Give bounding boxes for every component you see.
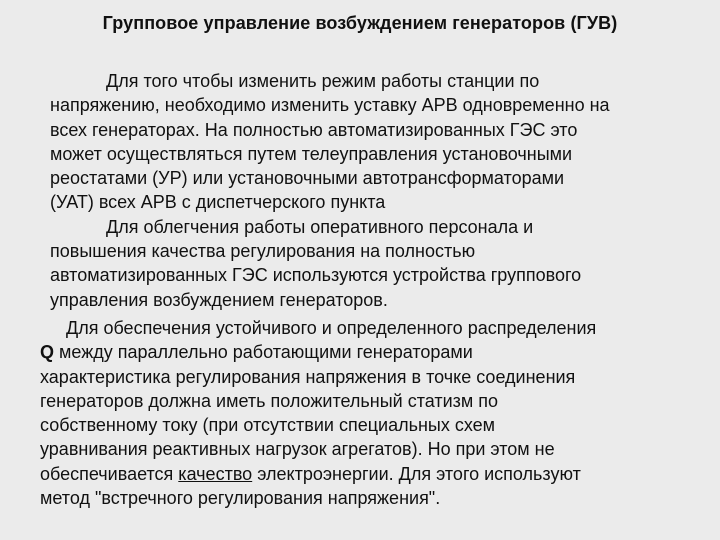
paragraph-line: характеристика регулирования напряжения в точке соединения [40,366,576,387]
paragraph-line: Для того чтобы изменить режим работы станции по [106,71,540,91]
paragraph-line: управления возбуждением генераторов. [50,289,388,310]
paragraph-line: всех генераторах. На полностью автоматизированных ГЭС это [50,119,578,140]
paragraph-line: собственному току (при отсутствии специальных схем [40,415,496,436]
paragraph-line: (УАТ) всех АРВ с диспетчерского пункта [50,192,386,213]
paragraph-line: автоматизированных ГЭС используются устройства группового [50,265,582,286]
paragraph-line [40,340,700,364]
paragraph-line: напряжению, необходимо изменить уставку АРВ одновременно на [50,95,610,116]
paragraph-line [40,462,700,486]
slide-title: Групповое управление возбуждением генераторов (ГУВ) [102,13,618,33]
text-block-bottom [40,316,700,510]
text-run: между параллельно работающими генераторами [54,342,473,363]
paragraph-line: может осуществляться путем телеуправления установочными [50,143,573,164]
text-run: электроэнергии. Для этого используют [252,463,581,484]
paragraph-line: метод "встречного регулирования напряжения". [40,488,441,509]
paragraph-line: Для обеспечения устойчивого и определенного распределения [66,318,597,338]
text-block-top [50,69,690,312]
text-run: обеспечивается [40,463,179,484]
underlined-word: качество [178,463,253,484]
paragraph-line: Для облегчения работы оперативного персонала и [106,216,534,237]
paragraph-line: реостатами (УР) или установочными автотрансформаторами [50,168,565,189]
paragraph-line: генераторов должна иметь положительный статизм по [40,390,499,411]
symbol-q: Q [40,342,55,363]
paragraph-line: повышения качества регулирования на полностью [50,241,476,262]
paragraph-line: уравнивания реактивных нагрузок агрегатов). Но при этом не [40,439,555,460]
